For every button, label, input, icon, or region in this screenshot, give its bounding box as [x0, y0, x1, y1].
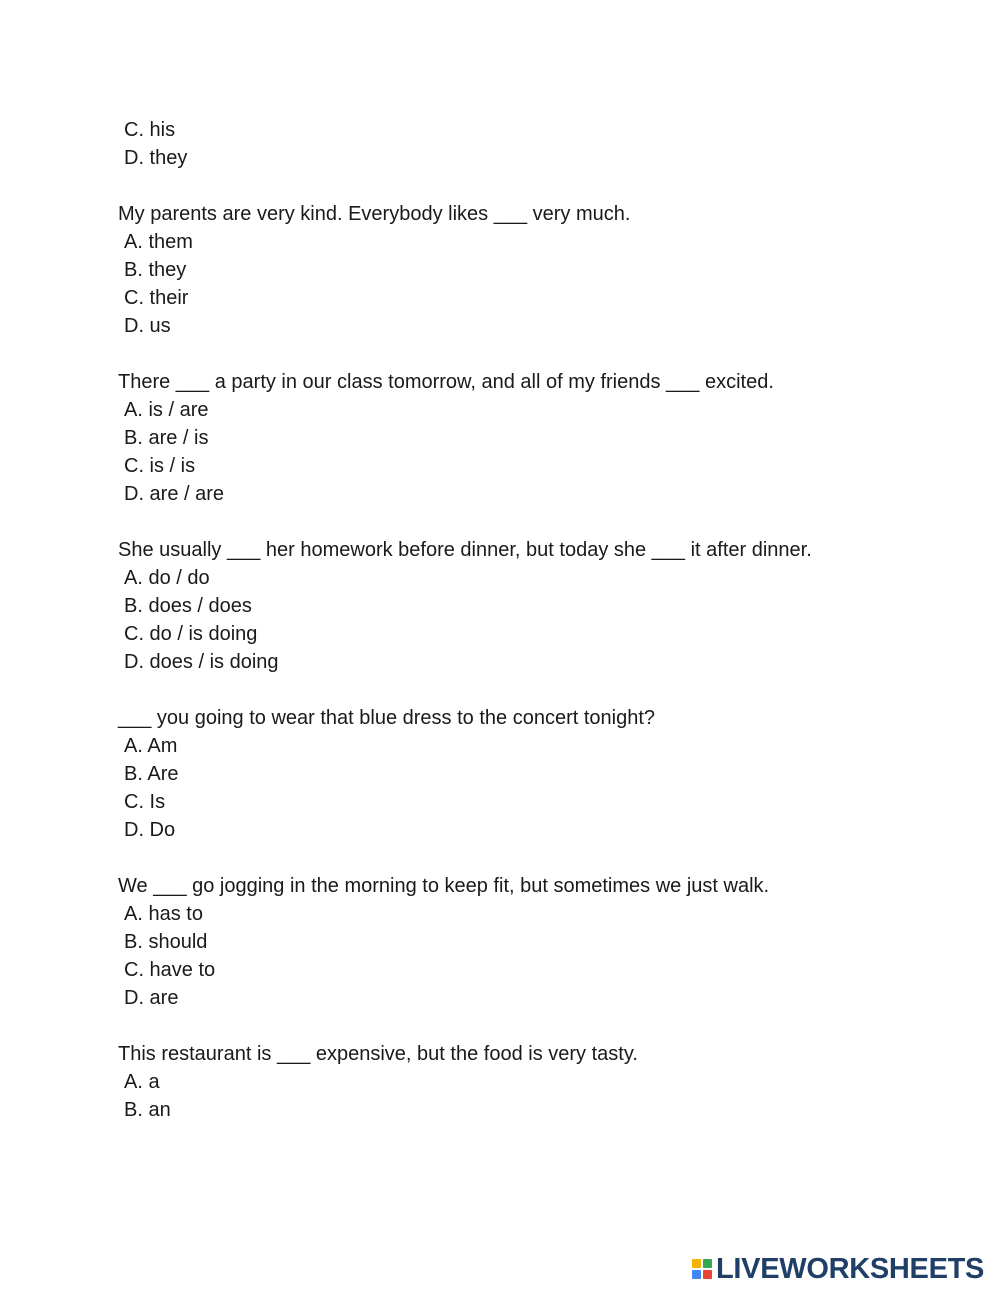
answer-option: D. they: [124, 147, 188, 169]
logo-square: [703, 1270, 712, 1279]
answer-option: C. is / is: [124, 455, 196, 477]
answer-option: C. have to: [124, 959, 216, 981]
logo-square: [692, 1259, 701, 1268]
answer-option: C. his: [124, 119, 176, 141]
answer-option: C. Is: [124, 791, 166, 813]
brand-name: LIVEWORKSHEETS: [716, 1253, 985, 1285]
question-text: She usually ___ her homework before dinner, but today she ___ it after dinner.: [118, 539, 812, 561]
question-text: This restaurant is ___ expensive, but the food is very tasty.: [118, 1043, 638, 1065]
answer-option: A. them: [124, 231, 193, 253]
answer-option: D. are: [124, 987, 179, 1009]
question-text: My parents are very kind. Everybody likes ___ very much.: [118, 203, 631, 225]
liveworksheets-brand[interactable]: [692, 1253, 984, 1285]
answer-option: D. does / is doing: [124, 651, 279, 673]
logo-square: [703, 1259, 712, 1268]
answer-option: B. Are: [124, 763, 179, 785]
logo-square: [692, 1270, 701, 1279]
answer-option: D. are / are: [124, 483, 225, 505]
answer-option: A. do / do: [124, 567, 210, 589]
answer-option: B. they: [124, 259, 187, 281]
liveworksheets-logo-icon: [692, 1259, 712, 1279]
question-text: There ___ a party in our class tomorrow, and all of my friends ___ excited.: [118, 371, 774, 393]
answer-option: C. their: [124, 287, 189, 309]
answer-option: C. do / is doing: [124, 623, 258, 645]
answer-option: D. Do: [124, 819, 176, 841]
question-text: We ___ go jogging in the morning to keep fit, but sometimes we just walk.: [118, 875, 770, 897]
answer-option: A. Am: [124, 735, 178, 757]
answer-option: A. is / are: [124, 399, 209, 421]
answer-option: B. an: [124, 1099, 171, 1121]
answer-option: B. should: [124, 931, 208, 953]
answer-option: A. a: [124, 1071, 160, 1093]
answer-option: A. has to: [124, 903, 203, 925]
answer-option: B. are / is: [124, 427, 209, 449]
answer-option: D. us: [124, 315, 171, 337]
question-text: ___ you going to wear that blue dress to the concert tonight?: [118, 707, 656, 729]
answer-option: B. does / does: [124, 595, 252, 617]
